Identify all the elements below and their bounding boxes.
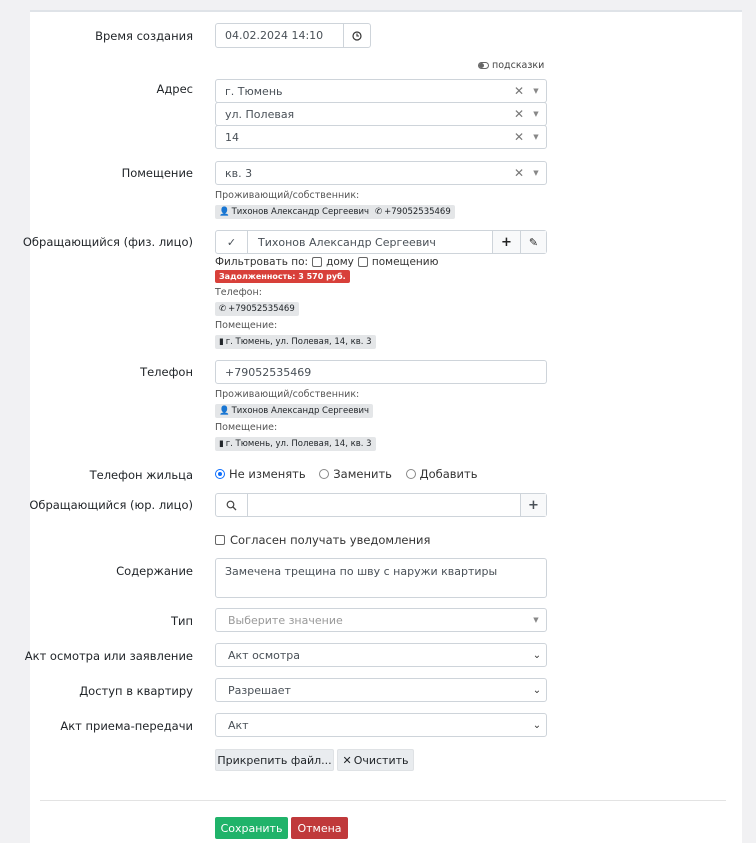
phone-resident-label: Проживающий/собственник: bbox=[215, 389, 360, 400]
address-house-select[interactable] bbox=[215, 125, 547, 149]
caret-down-icon[interactable]: ▼ bbox=[533, 169, 539, 177]
applicant-room-tag: ▮ г. Тюмень, ул. Полевая, 14, кв. 3 bbox=[215, 335, 376, 349]
radio-circle[interactable] bbox=[319, 469, 329, 479]
radio-replace[interactable]: Заменить bbox=[319, 467, 392, 481]
clear-files-button[interactable]: ✕ Очистить bbox=[337, 749, 414, 771]
close-icon: ✕ bbox=[342, 753, 352, 767]
access-select[interactable] bbox=[215, 678, 547, 702]
legal-label: Обращающийся (юр. лицо) bbox=[29, 498, 193, 512]
content-value: Замечена трещина по шву с наружи квартиры bbox=[225, 565, 498, 578]
room-select[interactable] bbox=[215, 161, 547, 185]
filter-house-checkbox[interactable] bbox=[312, 257, 322, 267]
room-value: кв. 3 bbox=[225, 166, 253, 180]
user-icon: 👤 bbox=[219, 406, 230, 416]
room-resident-label: Проживающий/собственник: bbox=[215, 190, 360, 201]
created-value: 04.02.2024 14:10 bbox=[225, 29, 324, 42]
applicant-room-label: Помещение: bbox=[215, 320, 278, 331]
chevron-down-icon[interactable]: ⌄ bbox=[532, 719, 542, 731]
act-value: Акт осмотра bbox=[228, 648, 301, 662]
caret-down-icon[interactable]: ▼ bbox=[533, 133, 539, 141]
toggle-icon bbox=[478, 62, 489, 69]
clear-icon[interactable]: ✕ bbox=[513, 130, 525, 144]
clear-icon[interactable]: ✕ bbox=[513, 166, 525, 180]
caret-down-icon[interactable]: ▼ bbox=[533, 110, 539, 118]
applicant-input-group[interactable] bbox=[215, 230, 547, 254]
address-label: Адрес bbox=[156, 82, 193, 96]
phone-icon: ✆ bbox=[219, 304, 227, 314]
chevron-down-icon[interactable]: ⌄ bbox=[532, 684, 542, 696]
building-icon: ▮ bbox=[219, 337, 224, 347]
caret-down-icon[interactable]: ▼ bbox=[533, 87, 539, 95]
applicant-phone-tag: ✆ +79052535469 bbox=[215, 302, 299, 316]
user-icon: 👤 bbox=[219, 207, 230, 217]
phone-icon: ✆ bbox=[375, 207, 383, 217]
edit-icon[interactable]: ✎ bbox=[520, 231, 546, 253]
radio-circle[interactable] bbox=[406, 469, 416, 479]
consent-row[interactable] bbox=[215, 533, 430, 547]
check-icon[interactable]: ✓ bbox=[216, 231, 248, 253]
transfer-label: Акт приема-передачи bbox=[60, 719, 193, 733]
caret-down-icon[interactable]: ▼ bbox=[533, 616, 539, 624]
type-select[interactable] bbox=[215, 608, 547, 632]
clock-icon[interactable] bbox=[343, 24, 370, 47]
resident-phone-radios bbox=[215, 467, 487, 482]
phone-label: Телефон bbox=[140, 365, 193, 379]
attach-file-button[interactable]: Прикрепить файл... bbox=[215, 749, 334, 771]
filter-room-label: помещению bbox=[371, 256, 439, 268]
phone-input[interactable] bbox=[215, 360, 547, 384]
cancel-button[interactable]: Отмена bbox=[291, 817, 348, 839]
clear-icon[interactable]: ✕ bbox=[513, 107, 525, 121]
address-street-value: ул. Полевая bbox=[225, 107, 295, 121]
phone-room-tag: ▮ г. Тюмень, ул. Полевая, 14, кв. 3 bbox=[215, 437, 376, 451]
save-button[interactable]: Сохранить bbox=[215, 817, 288, 839]
filter-label: Фильтровать по: bbox=[215, 256, 309, 268]
phone-room-label: Помещение: bbox=[215, 422, 278, 433]
type-placeholder: Выберите значение bbox=[228, 613, 343, 627]
divider bbox=[40, 800, 726, 801]
radio-circle[interactable] bbox=[215, 469, 225, 479]
content-textarea[interactable] bbox=[215, 558, 547, 598]
debt-badge: Задолженность: 3 570 руб. bbox=[215, 270, 350, 283]
add-applicant-button[interactable]: + bbox=[492, 231, 520, 253]
created-label: Время создания bbox=[95, 29, 193, 43]
type-label: Тип bbox=[170, 614, 193, 628]
room-label: Помещение bbox=[121, 166, 193, 180]
legal-input-group[interactable] bbox=[215, 493, 547, 517]
transfer-value: Акт bbox=[228, 718, 249, 732]
address-street-select[interactable] bbox=[215, 102, 547, 126]
form-container bbox=[22, 10, 742, 843]
address-city-value: г. Тюмень bbox=[225, 84, 283, 98]
resident-phone-label: Телефон жильца bbox=[89, 468, 193, 482]
building-icon: ▮ bbox=[219, 439, 224, 449]
access-label: Доступ в квартиру bbox=[79, 684, 193, 698]
transfer-select[interactable] bbox=[215, 713, 547, 737]
applicant-phone-label: Телефон: bbox=[215, 287, 262, 298]
radio-add[interactable]: Добавить bbox=[406, 467, 478, 481]
phone-resident-tag: 👤 Тихонов Александр Сергеевич bbox=[215, 404, 373, 418]
filter-room-checkbox[interactable] bbox=[358, 257, 368, 267]
hints-label: подсказки bbox=[492, 60, 545, 71]
resident-name-tag: 👤 Тихонов Александр Сергеевич bbox=[215, 205, 373, 219]
applicant-value: Тихонов Александр Сергеевич bbox=[258, 235, 436, 249]
created-datetime-input[interactable] bbox=[215, 23, 371, 48]
filter-house-label: дому bbox=[326, 256, 354, 268]
filter-row bbox=[215, 256, 438, 268]
clear-icon[interactable]: ✕ bbox=[513, 84, 525, 98]
add-legal-button[interactable]: + bbox=[520, 494, 546, 516]
access-value: Разрешает bbox=[228, 683, 291, 697]
applicant-label: Обращающийся (физ. лицо) bbox=[22, 235, 193, 249]
hints-toggle[interactable] bbox=[478, 60, 544, 71]
chevron-down-icon[interactable]: ⌄ bbox=[532, 649, 542, 661]
address-house-value: 14 bbox=[225, 130, 239, 144]
phone-value: +79052535469 bbox=[225, 365, 312, 379]
act-label: Акт осмотра или заявление bbox=[24, 649, 193, 663]
consent-label: Согласен получать уведомления bbox=[230, 533, 431, 547]
consent-checkbox[interactable] bbox=[215, 535, 225, 545]
radio-no-change[interactable]: Не изменять bbox=[215, 467, 306, 481]
content-label: Содержание bbox=[116, 564, 193, 578]
act-select[interactable] bbox=[215, 643, 547, 667]
resident-phone-tag: ✆ +79052535469 bbox=[371, 205, 455, 219]
search-icon bbox=[216, 494, 248, 516]
address-city-select[interactable] bbox=[215, 79, 547, 103]
